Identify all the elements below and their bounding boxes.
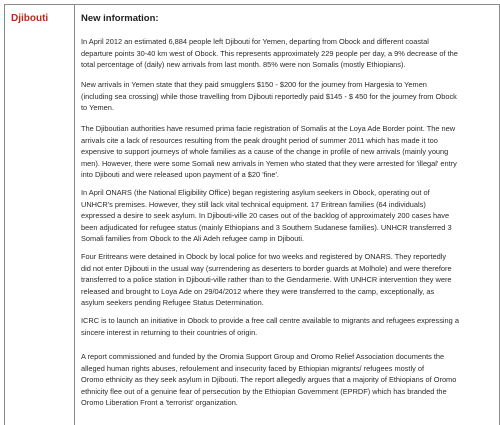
- country-column: [5, 5, 75, 425]
- paragraph-line: alleged human rights abuses, refoulement and insecurity faced by Ethiopian migrants/ refugees mostly of: [81, 363, 425, 373]
- paragraph: [81, 123, 489, 181]
- paragraph-line: New arrivals in Yemen state that they paid smugglers $150 - $200 for the journey from Hargesia to Yemen: [81, 80, 427, 89]
- paragraph-line: sincere interest in returning to their countries of origin.: [81, 327, 258, 337]
- paragraph-line: A report commissioned and funded by the Oromia Support Group and Oromo Relief Association documents the: [81, 352, 445, 361]
- info-column: [75, 5, 499, 425]
- paragraph-line: In April ONARS (the National Eligibility Office) began registering asylum seekers in Obock, operating out of: [81, 188, 430, 197]
- paragraph: [81, 187, 489, 245]
- paragraph: [81, 79, 489, 114]
- paragraph-line: arrivals cite a lack of resources resulting from the peak drought period of summer 2011 which has made it too: [81, 135, 438, 145]
- paragraph-line: Four Eritreans were detained in Obock by local police for two weeks and registered by ONARS. They reportedly: [81, 252, 447, 261]
- paragraph-line: men). However, there were some Somali new arrivals in Yemen who stated that they were arrested for 'illegal' entry: [81, 158, 457, 168]
- paragraph-line: to Yemen.: [81, 103, 114, 113]
- paragraph-line: UNHCR's premises. However, they still lack vital technical equipment. 17 Eritrean families (64 individuals): [81, 199, 426, 209]
- paragraph: [81, 251, 489, 309]
- paragraph: [81, 36, 489, 71]
- paragraph-line: ICRC is to launch an initiative in Obock to provide a free call centre available to migrants and refugees expressing a: [81, 316, 459, 325]
- paragraph-line: departure points 30-40 km west of Obock. This represents approximately 229 people per day, a 9% decrease of the: [81, 48, 458, 58]
- paragraph-line: expensive to support journeys of whole families as a cause of the change in profile of new arrivals (mainly young: [81, 147, 449, 157]
- paragraph-line: (including sea crossing) while those travelling from Djibouti reportedly paid $145 - $ 450 for the journey from Obock: [81, 91, 457, 101]
- paragraph: [81, 351, 489, 409]
- paragraph-line: did not enter Djibouti in the usual way (surrendering as deserters to border guards at Molhole) and were therefore: [81, 263, 452, 273]
- paragraph-line: The Djiboutian authorities have resumed prima facie registration of Somalis at the Loya Ade Border point. The new: [81, 124, 456, 133]
- paragraph-line: been adjudicated for refugee status (mainly Ethiopians and 3 Southern Sudanese families). UNHCR transferred 3: [81, 222, 452, 232]
- paragraph-line: Somali families from Obock to the Ali Adeh refugee camp in Djibouti.: [81, 234, 305, 244]
- country-label: Djibouti: [11, 13, 49, 24]
- paragraph: [81, 315, 489, 338]
- document-table: [4, 4, 500, 425]
- paragraph-line: transferred to a police station in Djibouti-ville rather than to the Gendarmerie. With UNHCR intervention they were: [81, 275, 452, 285]
- paragraph-line: ethnicity flee out of a genuine fear of persecution by the Ethiopian Government (EPRDF) which has branded the: [81, 386, 447, 396]
- paragraph-line: Oromo Liberation Front a 'terrorist' organization.: [81, 398, 238, 408]
- paragraph-line: into Djibouti and were released upon payment of a $20 'fine'.: [81, 170, 279, 180]
- paragraph-line: expressed a desire to seek asylum. In Djibouti-ville 20 cases out of the backlog of approximately 200 cases have: [81, 211, 450, 221]
- paragraph-line: total percentage of (daily) new arrivals from last month. 85% were non Somalis (mostly Ethiopians).: [81, 60, 406, 70]
- paragraph-line: asylum seekers pending Refugee Status Determination.: [81, 298, 264, 308]
- paragraph-line: released and brought to Loya Ade on 29/04/2012 where they were transferred to the camp, exceptionally, as: [81, 286, 435, 296]
- paragraph-line: Oromo ethnicity as they seek asylum in Djibouti. The report allegedly argues that a majority of Ethiopians of Oromo: [81, 375, 457, 385]
- section-heading: New information:: [81, 13, 159, 24]
- paragraph-line: In April 2012 an estimated 6,884 people left Djibouti for Yemen, departing from Obock and different coastal: [81, 37, 429, 46]
